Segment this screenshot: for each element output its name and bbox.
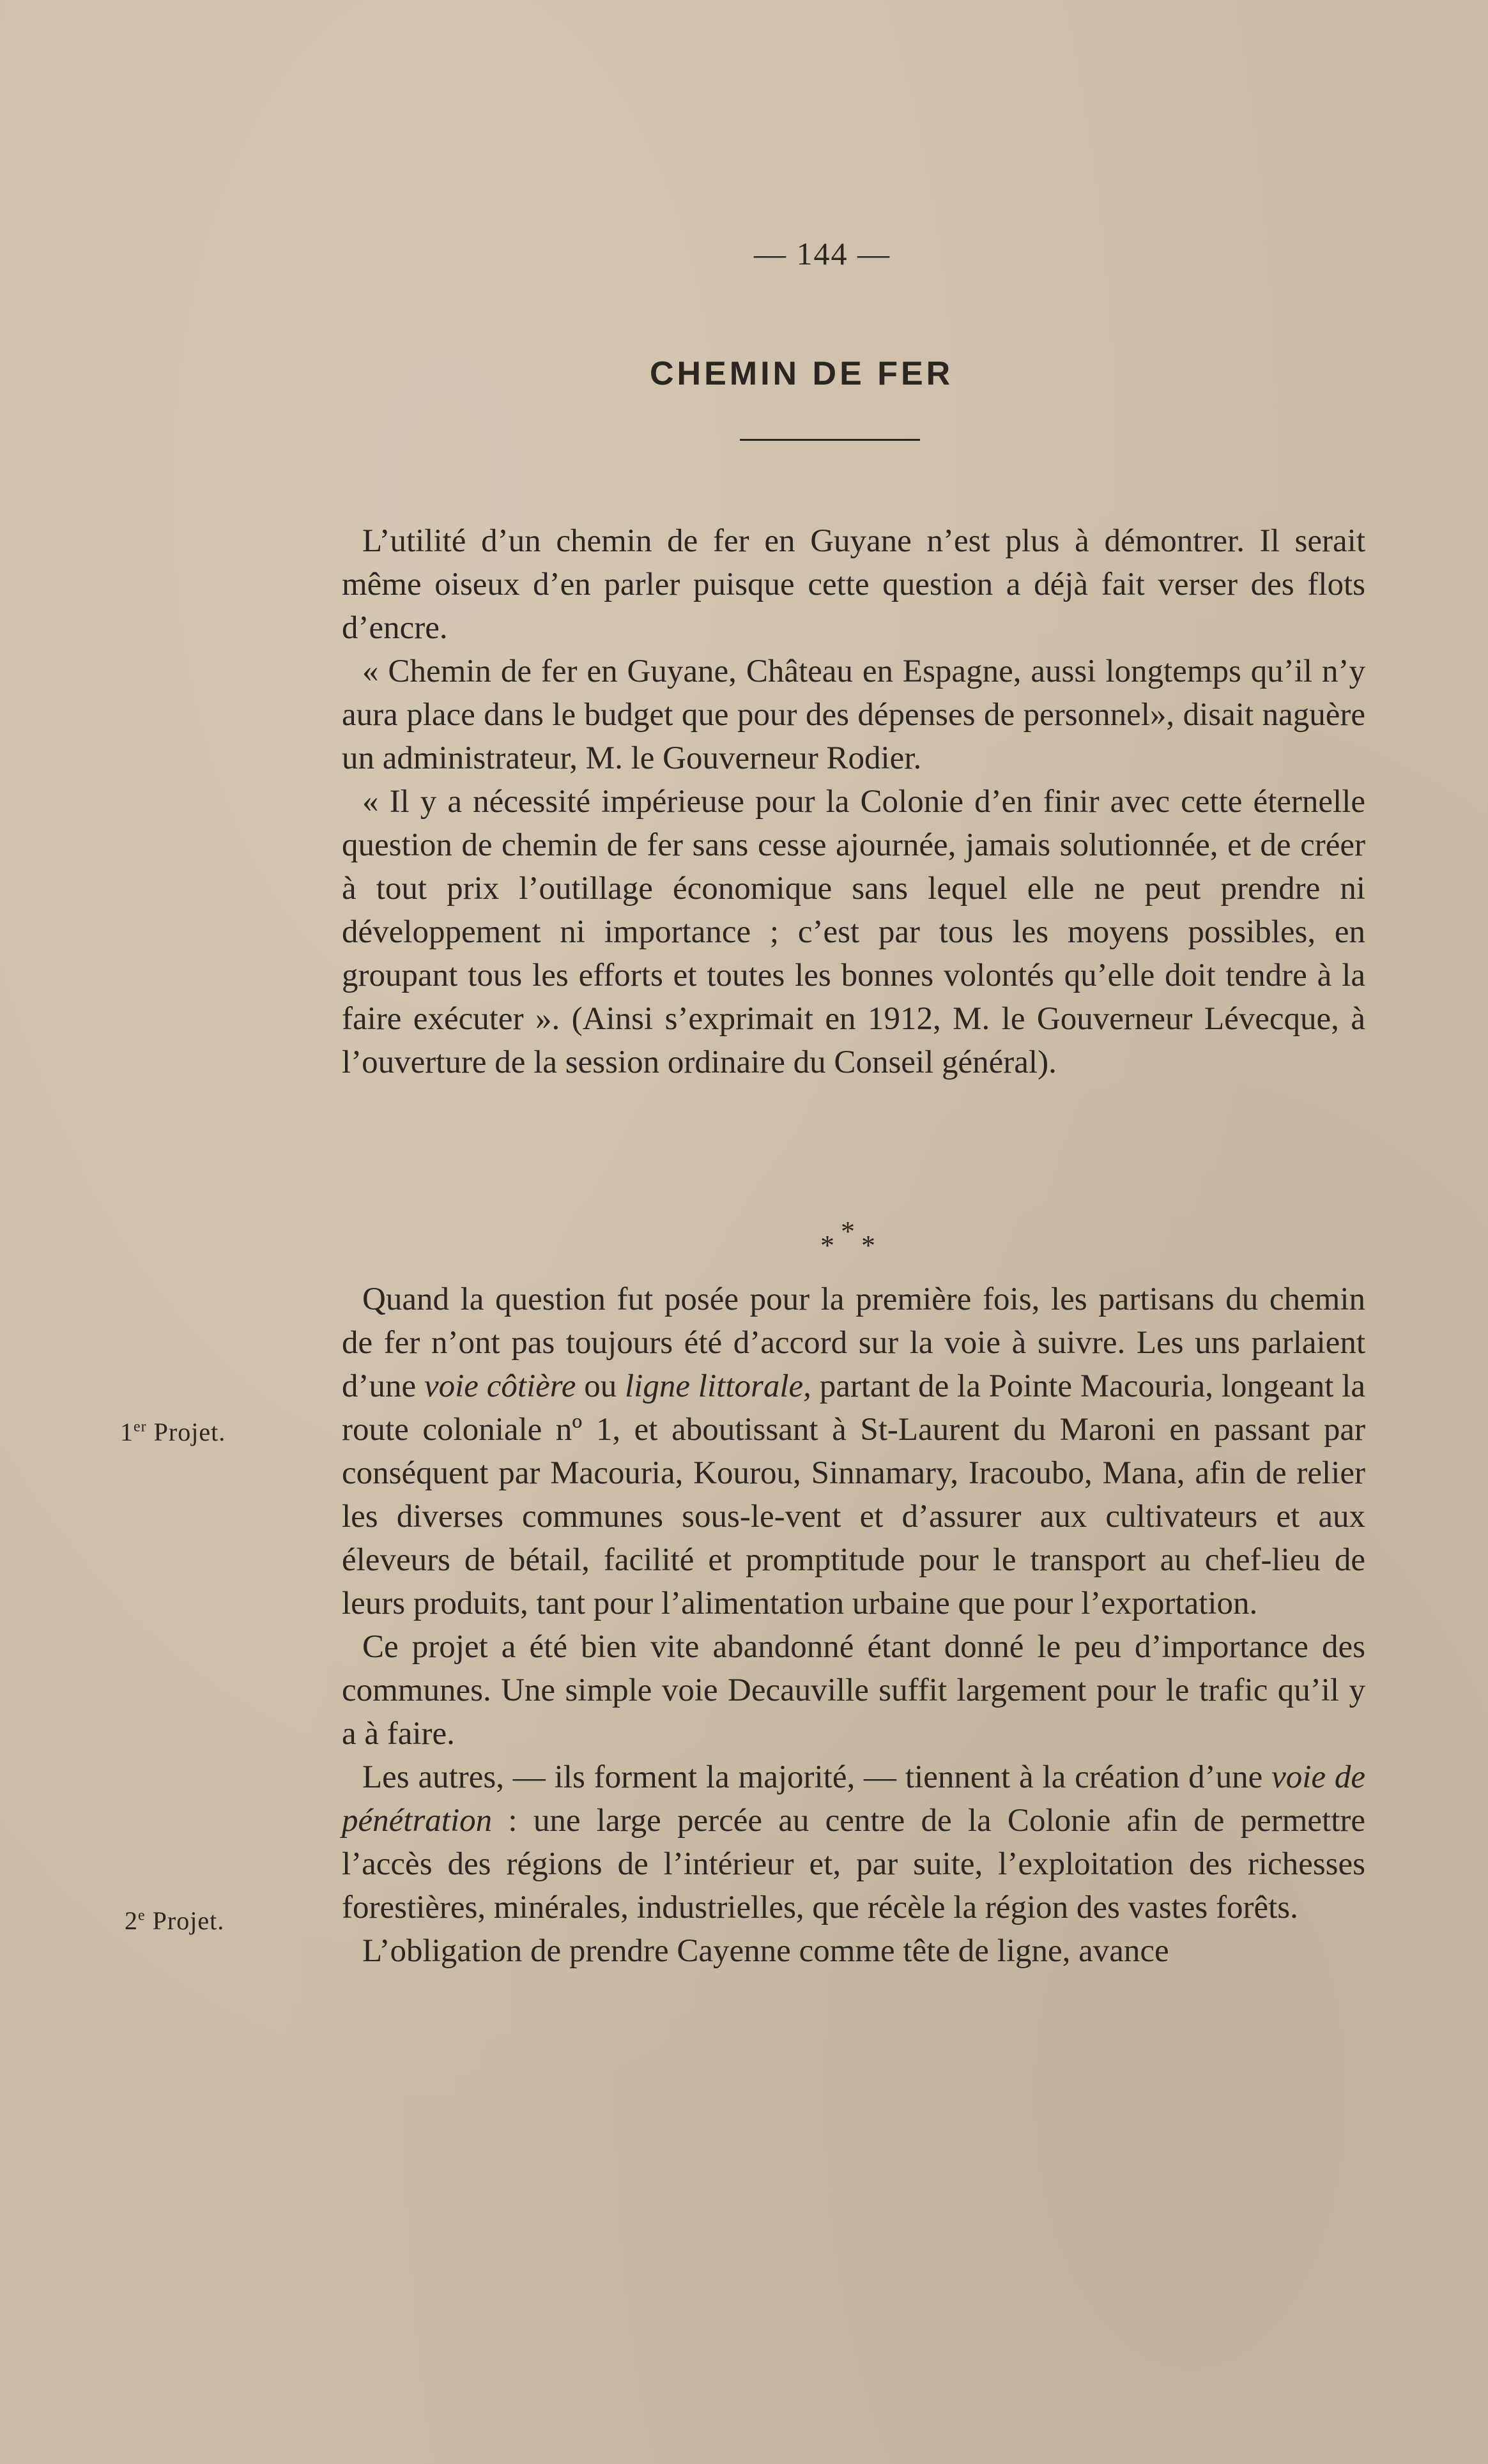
paragraph-second-project: Les autres, — ils forment la majorité, — tiennent à la création d’une voie de pénétration : une large percée au centre de la Colonie afin de permettre l’accès des régions de l’intérieur et, par suite, l’exploitation des richesses forestières, minérales, industrielles, que récèle la région des vastes forêts. bbox=[342, 1759, 1365, 1925]
separator-star: * bbox=[841, 1216, 855, 1247]
separator-star: * bbox=[861, 1230, 875, 1261]
paragraph-levecque-quote: « Il y a nécessité impérieuse pour la Colonie d’en finir avec cette éternelle question de chemin de fer sans cesse ajournée, jamais solutionnée, et de créer à tout prix l’outillage économique sans lequel elle ne peut prendre ni développement ni importance ; c’est par tous les moyens possibles, en groupant tous les efforts et toutes les bonnes volontés qu’elle doit tendre à la faire exécuter ». (Ainsi s’exprimait en 1912, M. le Gouverneur Lévecque, à l’ouverture de la session ordinaire du Conseil général). bbox=[342, 784, 1365, 1080]
paragraph-cayenne: L’obligation de prendre Cayenne comme tête de ligne, avance bbox=[362, 1933, 1169, 1969]
margin-note-second-project: 2e Projet. bbox=[125, 1906, 225, 1935]
paragraph-rodier-quote: « Chemin de fer en Guyane, Château en Espagne, aussi longtemps qu’il n’y aura place dans le budget que pour des dépenses de personnel», disait naguère un administrateur, M. le Gouverneur Rodier. bbox=[342, 654, 1365, 776]
page-title: CHEMIN DE FER bbox=[650, 355, 954, 392]
title-rule bbox=[740, 439, 920, 441]
paragraph-utility: L’utilité d’un chemin de fer en Guyane n’est plus à démontrer. Il serait même oiseux d’en parler puisque cette question a déjà fait verser des flots d’encre. bbox=[342, 523, 1365, 646]
page-number: — 144 — bbox=[754, 236, 891, 272]
section-separator bbox=[817, 1218, 887, 1262]
paragraph-first-project: Quand la question fut posée pour la première fois, les partisans du chemin de fer n’ont pas toujours été d’accord sur la voie à suivre. Les uns parlaient d’une voie côtière ou ligne littorale, partant de la Pointe Macouria, longeant la route coloniale nº 1, et aboutissant à St-Laurent du Maroni en passant par conséquent par Macouria, Kourou, Sinnamary, Iracoubo, Mana, afin de relier les diverses communes sous-le-vent et d’assurer aux cultivateurs et aux éleveurs de bétail, facilité et promptitude pour le transport au chef-lieu de leurs produits, tant pour l’alimentation urbaine que pour l’exportation. bbox=[342, 1282, 1366, 1621]
text-block-projects bbox=[342, 1278, 1365, 1973]
separator-star: * bbox=[820, 1230, 834, 1261]
margin-note-first-project: 1er Projet. bbox=[120, 1418, 226, 1446]
paragraph-abandoned: Ce projet a été bien vite abandonné étant donné le peu d’importance des communes. Une simple voie Decauville suffit largement pour le trafic qu’il y a à faire. bbox=[342, 1629, 1365, 1752]
text-block-intro bbox=[342, 519, 1365, 1084]
